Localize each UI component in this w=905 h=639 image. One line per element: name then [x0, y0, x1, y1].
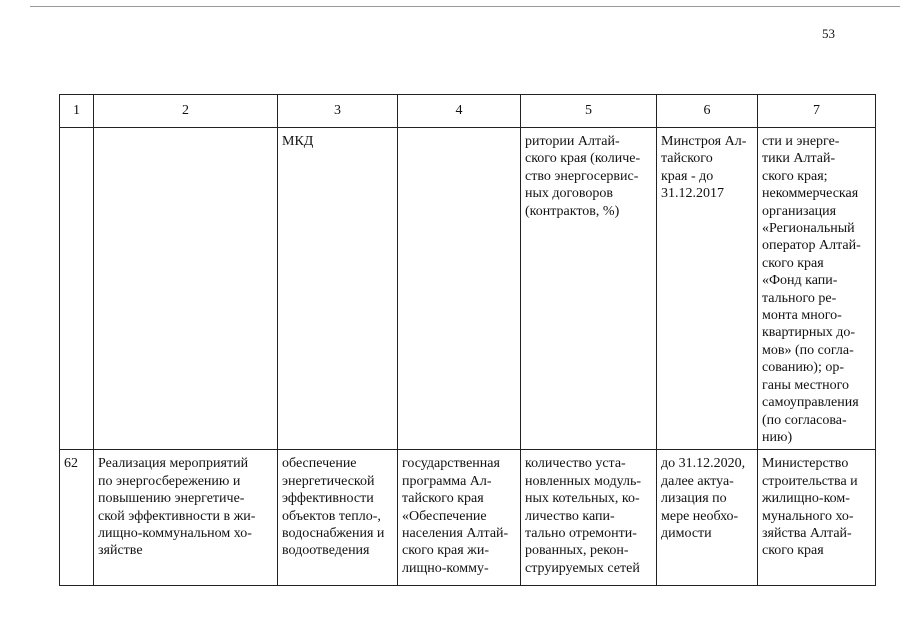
cell-text-line: ганы местного [762, 377, 849, 393]
table-row [60, 450, 876, 586]
table-header-row [60, 95, 876, 128]
header-cell: 4 [398, 95, 521, 128]
cell-text-line: самоуправления [762, 395, 859, 411]
cell-text-line: тально отремонти- [525, 525, 637, 541]
cell-text-line: новленных модуль- [525, 473, 642, 489]
cell-text-line: жилищно-ком- [762, 491, 850, 507]
cell-text-line: струируемых сетей [525, 560, 640, 576]
cell-text-line: объектов тепло-, [282, 508, 381, 524]
cell-text-line: сованию); ор- [762, 360, 845, 376]
table-cell [758, 128, 876, 450]
cell-text-line: количество уста- [525, 456, 626, 472]
cell-text-line: далее актуа- [661, 473, 734, 489]
cell-text-line: ской эффективности в жи- [98, 508, 256, 524]
table-cell [398, 128, 521, 450]
scan-top-edge [30, 6, 900, 7]
cell-text-line: зяйства Алтай- [762, 525, 852, 541]
cell-text-line: оператор Алтай- [762, 238, 861, 254]
cell-text-line: ского края жи- [402, 543, 489, 559]
table-cell [278, 450, 398, 586]
header-cell: 5 [521, 95, 657, 128]
table-cell [60, 450, 94, 586]
cell-text-line: ство энергосервис- [525, 168, 639, 184]
cell-text-line: ных договоров [525, 186, 614, 202]
cell-text-line: до 31.12.2020, [661, 456, 746, 472]
cell-text-line: Министерство [762, 456, 849, 472]
cell-text-line: тики Алтай- [762, 151, 836, 167]
cell-text-line: 31.12.2017 [661, 186, 724, 202]
cell-text-line: ных котельных, ко- [525, 491, 640, 507]
cell-text-line: мунального хо- [762, 508, 854, 524]
cell-text-line: 62 [64, 456, 78, 472]
cell-text-line: тайского края [402, 491, 484, 507]
table-cell [521, 450, 657, 586]
cell-text-line: рованных, рекон- [525, 543, 629, 559]
table-row [60, 128, 876, 450]
cell-text-line: лищно-комму- [402, 560, 489, 576]
document-table [59, 94, 876, 586]
cell-text-line: ского края [762, 543, 824, 559]
cell-text-line: мере необхо- [661, 508, 739, 524]
header-cell: 1 [60, 95, 94, 128]
cell-text-line: квартирных до- [762, 325, 856, 341]
cell-text-line: ритории Алтай- [525, 134, 620, 149]
header-cell: 6 [657, 95, 758, 128]
cell-text-line: Реализация мероприятий [98, 456, 249, 472]
cell-text-line: «Фонд капи- [762, 273, 838, 289]
cell-text-line: края - до [661, 168, 714, 184]
cell-text-line: тайского [661, 151, 713, 167]
cell-text-line: монта много- [762, 308, 842, 324]
cell-text-line: личество капи- [525, 508, 615, 524]
cell-text-line: ского края; [762, 168, 828, 184]
cell-text-line: эффективности [282, 491, 374, 507]
table-cell [60, 128, 94, 450]
cell-text-line: нию) [762, 429, 793, 445]
cell-text-line: ского края (количе- [525, 151, 641, 167]
cell-text-line: димости [661, 525, 712, 541]
table-cell [657, 128, 758, 450]
page-number: 53 [822, 26, 835, 41]
cell-text-line: «Обеспечение [402, 508, 487, 524]
cell-text-line: энергетической [282, 473, 375, 489]
header-cell: 2 [94, 95, 278, 128]
cell-text-line: водоотведения [282, 543, 370, 559]
table-cell [398, 450, 521, 586]
cell-text-line: повышению энергетиче- [98, 491, 245, 507]
cell-text-line: МКД [282, 134, 314, 149]
table-cell [278, 128, 398, 450]
cell-text-line: (контрактов, %) [525, 203, 620, 219]
table-cell [758, 450, 876, 586]
cell-text-line: мов» (по согла- [762, 342, 854, 358]
cell-text-line: по энергосбережению и [98, 473, 241, 489]
cell-text-line: населения Алтай- [402, 525, 509, 541]
table-cell [521, 128, 657, 450]
cell-text-line: (по согласова- [762, 412, 847, 428]
table-cell [657, 450, 758, 586]
cell-text-line: Минстроя Ал- [661, 134, 747, 149]
cell-text-line: тального ре- [762, 290, 837, 306]
header-cell: 7 [758, 95, 876, 128]
cell-text-line: «Региональный [762, 221, 855, 237]
cell-text-line: лизация по [661, 491, 727, 507]
cell-text-line: организация [762, 203, 837, 219]
cell-text-line: программа Ал- [402, 473, 492, 489]
cell-text-line: строительства и [762, 473, 858, 489]
table-cell [94, 450, 278, 586]
cell-text-line: лищно-коммунальном хо- [98, 525, 252, 541]
cell-text-line: государственная [402, 456, 500, 472]
cell-text-line: сти и энерге- [762, 134, 840, 149]
header-cell: 3 [278, 95, 398, 128]
cell-text-line: водоснабжения и [282, 525, 385, 541]
cell-text-line: ского края [762, 255, 824, 271]
table-cell [94, 128, 278, 450]
cell-text-line: зяйстве [98, 543, 143, 559]
cell-text-line: обеспечение [282, 456, 357, 472]
cell-text-line: некоммерческая [762, 186, 859, 202]
